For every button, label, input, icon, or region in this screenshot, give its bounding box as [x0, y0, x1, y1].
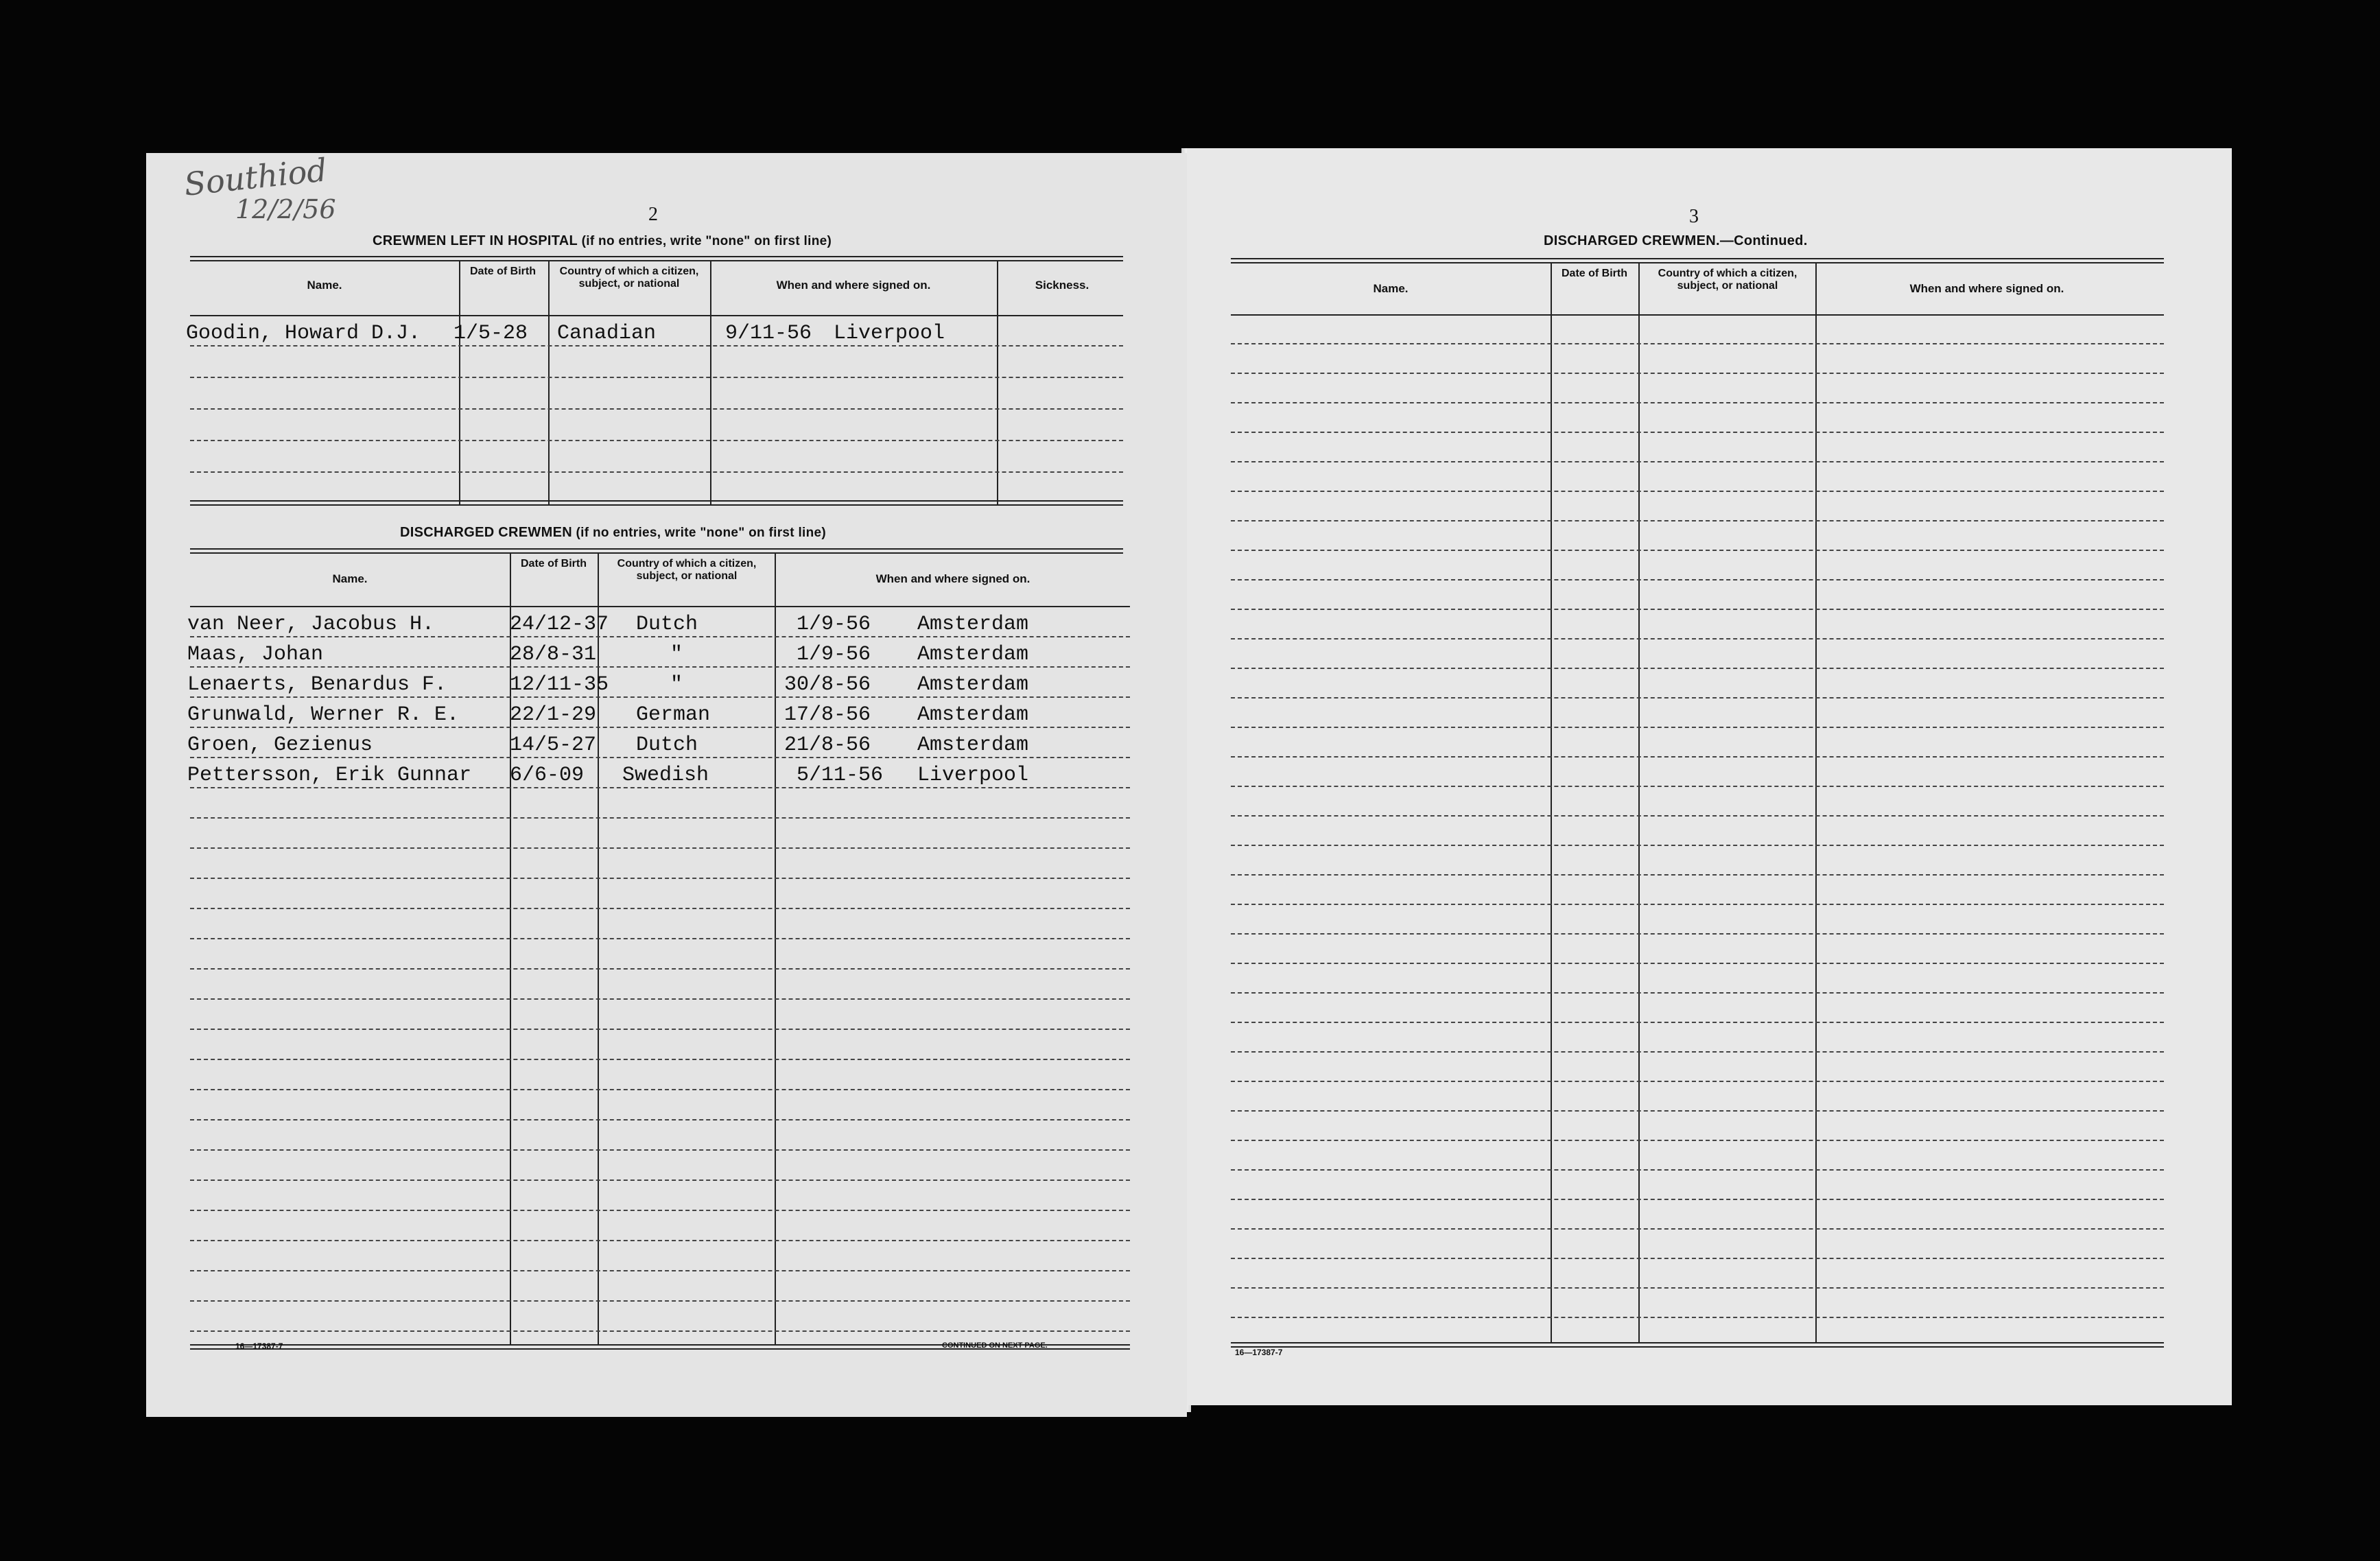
discharged-row-country: Dutch: [636, 733, 698, 757]
hospital-heading-title: CREWMEN LEFT IN HOSPITAL: [373, 233, 578, 248]
form-number-left: 16—17387-7: [235, 1341, 283, 1351]
discharged-row-name: Groen, Gezienus: [187, 733, 373, 757]
discharged-row-date: 21/8-56: [784, 733, 871, 757]
discharged-row-dob: 12/11-35: [510, 673, 609, 696]
hospital-heading-note: (if no entries, write "none" on first line): [578, 234, 832, 248]
continued-col-dob: Date of Birth: [1562, 268, 1627, 279]
discharged-row-dob: 14/5-27: [510, 733, 597, 757]
hospital-col-country: Country of which a citizen, subject, or national: [559, 266, 699, 290]
discharged-row-place: Amsterdam: [917, 733, 1029, 757]
discharged-continued-heading: [1544, 233, 1808, 249]
discharged-row-date: 5/11-56: [797, 764, 884, 787]
form-number-right: 16—17387-7: [1235, 1348, 1283, 1357]
page-number: 3: [1689, 206, 1699, 227]
hospital-col-dob: Date of Birth: [470, 266, 536, 277]
discharged-row-name: Grunwald, Werner R. E.: [187, 703, 460, 727]
discharged-row-dob: 24/12-37: [510, 613, 609, 636]
discharged-row-date: 1/9-56: [797, 613, 871, 636]
discharged-row-name: Maas, Johan: [187, 643, 324, 666]
hospital-row-name: Goodin, Howard D.J.: [186, 322, 421, 345]
discharged-continued-table: [1231, 258, 2191, 1383]
continued-col-name: Name.: [1373, 282, 1409, 295]
discharged-row-dob: 6/6-09: [510, 764, 585, 787]
discharged-col-country: Country of which a citizen, subject, or national: [617, 558, 757, 582]
continued-note: CONTINUED ON NEXT PAGE.: [942, 1341, 1048, 1350]
hospital-col-name: Name.: [307, 279, 342, 292]
hospital-row-country: Canadian: [557, 322, 657, 345]
right-page: [1187, 148, 2232, 1405]
discharged-row-country: Swedish: [622, 764, 709, 787]
continued-heading-title: DISCHARGED CREWMEN.: [1544, 233, 1720, 248]
hospital-col-sickness: Sickness.: [1035, 279, 1089, 292]
discharged-row-dob: 28/8-31: [510, 643, 597, 666]
continued-col-signed: When and where signed on.: [1909, 282, 2064, 295]
discharged-heading-note: (if no entries, write "none" on first line): [572, 526, 827, 540]
hospital-section-heading: [373, 233, 832, 249]
discharged-row-country: ": [670, 643, 683, 666]
discharged-row-dob: 22/1-29: [510, 703, 597, 727]
left-page: [146, 153, 1187, 1417]
hospital-row-dob: 1/5-28: [453, 322, 528, 345]
discharged-row-date: 1/9-56: [797, 643, 871, 666]
discharged-col-name: Name.: [332, 572, 368, 585]
discharged-row-place: Amsterdam: [917, 643, 1029, 666]
discharged-row-place: Amsterdam: [917, 613, 1029, 636]
discharged-row-name: Pettersson, Erik Gunnar: [187, 764, 472, 787]
discharged-col-signed: When and where signed on.: [875, 572, 1030, 585]
discharged-row-name: van Neer, Jacobus H.: [187, 613, 435, 636]
handwritten-note-line2: 12/2/56: [235, 194, 336, 224]
discharged-row-date: 17/8-56: [784, 703, 871, 727]
discharged-row-place: Amsterdam: [917, 673, 1029, 696]
discharged-row-country: German: [636, 703, 711, 727]
discharged-row-place: Amsterdam: [917, 703, 1029, 727]
continued-heading-note: —Continued.: [1719, 233, 1808, 248]
discharged-heading-title: DISCHARGED CREWMEN: [400, 525, 572, 540]
discharged-row-country: Dutch: [636, 613, 698, 636]
discharged-row-date: 30/8-56: [784, 673, 871, 696]
discharged-col-dob: Date of Birth: [521, 558, 587, 570]
page-number: 2: [648, 204, 658, 225]
hospital-row-place: Liverpool: [834, 322, 945, 345]
hospital-row-date: 9/11-56: [725, 322, 812, 345]
handwritten-note-line1: Southiod: [182, 151, 329, 203]
discharged-row-place: Liverpool: [917, 764, 1029, 787]
hospital-col-signed: When and where signed on.: [776, 279, 931, 292]
discharged-section-heading: [400, 525, 826, 541]
discharged-row-name: Lenaerts, Benardus F.: [187, 673, 447, 696]
continued-col-country: Country of which a citizen, subject, or national: [1658, 268, 1798, 292]
discharged-table: [187, 548, 1144, 1392]
discharged-row-country: ": [670, 673, 683, 696]
